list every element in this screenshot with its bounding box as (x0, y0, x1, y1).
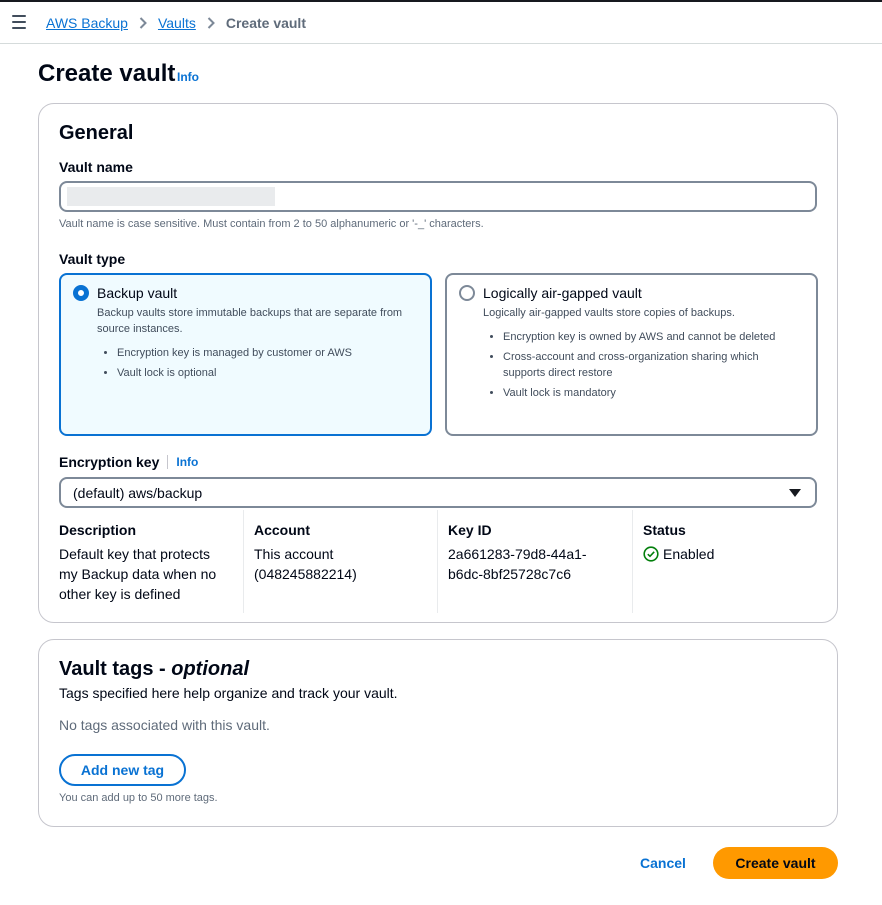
vault-type-features (503, 329, 803, 405)
general-heading: General (59, 122, 134, 144)
status-text: Enabled (663, 546, 715, 562)
page-title: Create vault (38, 60, 176, 87)
key-detail-description (59, 510, 239, 613)
vault-type-description: Logically air-gapped vaults store copies of backups. (483, 307, 735, 319)
menu-icon[interactable] (12, 15, 26, 29)
list-item: • Encryption key is managed by customer or AWS (117, 345, 417, 361)
encryption-key-label-row (59, 454, 198, 470)
vault-name-label: Vault name (59, 159, 133, 175)
optional-label: optional (171, 658, 250, 680)
breadcrumb-aws-backup[interactable]: AWS Backup (46, 15, 128, 31)
caret-down-icon (789, 489, 801, 497)
detail-value: 2a661283-79d8-44a1-b6dc-8bf25728c7c6 (448, 546, 587, 582)
detail-key: Key ID (448, 522, 492, 538)
detail-value: Default key that protects my Backup data when no other key is defined (59, 546, 217, 602)
detail-key: Description (59, 522, 137, 538)
encryption-key-select[interactable] (59, 477, 817, 508)
breadcrumb-current: Create vault (225, 15, 306, 31)
vault-type-title: Logically air-gapped vault (483, 285, 642, 301)
encryption-key-label: Encryption key (59, 454, 160, 470)
list-item: • Vault lock is mandatory (503, 385, 803, 401)
info-link[interactable]: Info (176, 455, 199, 469)
radio-unselected[interactable] (459, 285, 475, 301)
key-detail-key-id (448, 510, 628, 613)
detail-key: Status (643, 522, 686, 538)
status-indicator (643, 544, 714, 564)
tags-limit-hint: You can add up to 50 more tags. (59, 792, 218, 804)
add-new-tag-button[interactable]: Add new tag (59, 754, 186, 786)
column-divider (243, 510, 244, 613)
cancel-button[interactable]: Cancel (640, 855, 686, 871)
radio-selected[interactable] (73, 285, 89, 301)
vault-type-air-gapped-vault[interactable] (445, 273, 818, 436)
vault-tags-container (38, 639, 838, 827)
column-divider (632, 510, 633, 613)
vault-name-value (67, 187, 275, 206)
info-link[interactable]: Info (177, 70, 199, 84)
create-vault-button[interactable]: Create vault (713, 847, 838, 879)
list-item: • Vault lock is optional (117, 365, 417, 381)
top-navigation (0, 0, 882, 44)
detail-key: Account (254, 522, 310, 538)
divider (167, 455, 168, 469)
general-container (38, 103, 838, 623)
breadcrumb-vaults[interactable]: Vaults (157, 15, 196, 31)
vault-type-label: Vault type (59, 251, 126, 267)
breadcrumb (46, 15, 306, 31)
vault-tags-heading (59, 658, 249, 681)
detail-value: This account (048245882214) (254, 546, 357, 582)
list-item: • Encryption key is owned by AWS and cannot be deleted (503, 329, 803, 345)
chevron-right-icon (139, 17, 147, 29)
vault-type-description: Backup vaults store immutable backups that are separate from source instances. (97, 307, 403, 335)
vault-tags-heading-text: Vault tags - (59, 658, 172, 680)
vault-name-hint: Vault name is case sensitive. Must contain from 2 to 50 alphanumeric or '-_' characters. (59, 218, 484, 230)
vault-type-features (117, 345, 417, 385)
column-divider (437, 510, 438, 613)
key-detail-account (254, 510, 434, 613)
chevron-right-icon (207, 17, 215, 29)
vault-type-title: Backup vault (97, 285, 178, 301)
vault-name-input[interactable] (59, 181, 817, 212)
vault-tags-description: Tags specified here help organize and track your vault. (59, 685, 398, 701)
vault-type-backup-vault[interactable] (59, 273, 432, 436)
encryption-key-value: (default) aws/backup (73, 485, 203, 501)
no-tags-message: No tags associated with this vault. (59, 717, 270, 733)
key-detail-status (643, 510, 813, 613)
check-circle-icon (643, 546, 659, 562)
list-item: • Cross-account and cross-organization sharing which supports direct restore (503, 349, 803, 381)
